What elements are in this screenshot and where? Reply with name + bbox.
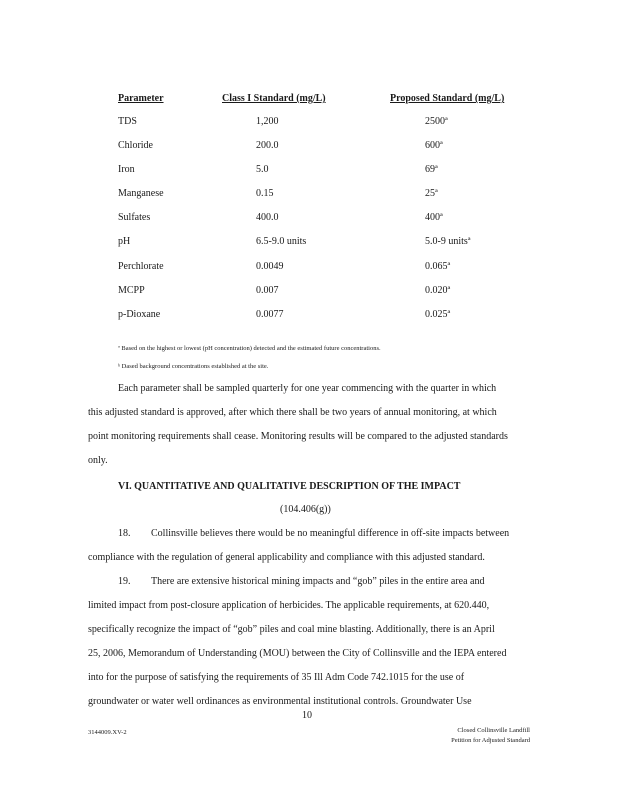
- page-number: 10: [302, 710, 312, 721]
- monitoring-paragraph-line: Each parameter shall be sampled quarterly for one year commencing with the quarter in which: [118, 383, 497, 394]
- table-cell-proposed: 69ª: [425, 164, 438, 175]
- table-cell-parameter: Sulfates: [118, 212, 151, 223]
- table-cell-class-i: 1,200: [256, 116, 279, 127]
- paragraph-19-line: groundwater or water well ordinances as environmental institutional controls. Groundwater Use: [88, 696, 472, 707]
- table-cell-proposed: 0.020ª: [425, 285, 451, 296]
- paragraph-18-number: 18.: [118, 528, 131, 539]
- table-cell-proposed: 0.065ª: [425, 261, 451, 272]
- table-cell-proposed: 400ª: [425, 212, 443, 223]
- table-cell-class-i: 0.0077: [256, 309, 284, 320]
- table-cell-class-i: 0.0049: [256, 261, 284, 272]
- monitoring-paragraph-line: point monitoring requirements shall cease. Monitoring results will be compared to the adjusted standards: [88, 431, 508, 442]
- table-cell-proposed: 25ª: [425, 188, 438, 199]
- table-cell-parameter: Perchlorate: [118, 261, 164, 272]
- table-cell-proposed: 0.025ª: [425, 309, 451, 320]
- table-header-class-i-standard: Class I Standard (mg/L): [222, 93, 326, 104]
- table-cell-class-i: 6.5-9.0 units: [256, 236, 307, 247]
- section-heading: VI. QUANTITATIVE AND QUALITATIVE DESCRIPTION OF THE IMPACT: [118, 481, 461, 492]
- table-cell-parameter: MCPP: [118, 285, 145, 296]
- table-cell-parameter: Manganese: [118, 188, 164, 199]
- table-header-parameter: Parameter: [118, 93, 164, 104]
- table-cell-class-i: 200.0: [256, 140, 279, 151]
- footer-title-line1: Closed Collinsville Landfill: [457, 727, 530, 734]
- footer-title-line2: Petition for Adjusted Standard: [451, 737, 530, 744]
- table-cell-proposed: 5.0-9 unitsª: [425, 236, 471, 247]
- paragraph-19-line: 25, 2006, Memorandum of Understanding (MOU) between the City of Collinsville and the IEPA entered: [88, 648, 507, 659]
- monitoring-paragraph-line: this adjusted standard is approved, after which there shall be two years of annual monitoring, at which: [88, 407, 497, 418]
- monitoring-paragraph-line: only.: [88, 455, 108, 466]
- footnote-b: ᵇ Dased background concentrations established at the site.: [118, 363, 269, 370]
- footnote-a: ª Based on the highest or lowest (pH concentration) detected and the estimated future concentrations.: [118, 345, 381, 352]
- table-cell-class-i: 400.0: [256, 212, 279, 223]
- table-cell-parameter: p-Dioxane: [118, 309, 161, 320]
- table-cell-parameter: pH: [118, 236, 131, 247]
- table-cell-class-i: 5.0: [256, 164, 269, 175]
- section-citation: (104.406(g)): [280, 504, 331, 515]
- table-cell-parameter: Chloride: [118, 140, 153, 151]
- paragraph-19-line: specifically recognize the impact of “gob” piles and coal mine blasting. Additionally, there is an April: [88, 624, 495, 635]
- table-cell-proposed: 2500ª: [425, 116, 448, 127]
- table-cell-proposed: 600ª: [425, 140, 443, 151]
- table-cell-parameter: Iron: [118, 164, 135, 175]
- paragraph-19-line: limited impact from post-closure application of herbicides. The applicable requirements, at 620.440,: [88, 600, 490, 611]
- paragraph-19-number: 19.: [118, 576, 131, 587]
- paragraph-18-line: compliance with the regulation of general applicability and compliance with this adjusted standard.: [88, 552, 485, 563]
- table-cell-class-i: 0.15: [256, 188, 274, 199]
- table-header-proposed-standard: Proposed Standard (mg/L): [390, 93, 505, 104]
- paragraph-19-line: There are extensive historical mining impacts and “gob” piles in the entire area and: [151, 576, 485, 587]
- paragraph-19-line: into for the purpose of satisfying the requirements of 35 Ill Adm Code 742.1015 for the use of: [88, 672, 465, 683]
- table-cell-parameter: TDS: [118, 116, 137, 127]
- table-cell-class-i: 0.007: [256, 285, 279, 296]
- paragraph-18-line: Collinsville believes there would be no meaningful difference in off-site impacts between: [151, 528, 510, 539]
- footer-document-code: 3144009.XV-2: [88, 729, 127, 736]
